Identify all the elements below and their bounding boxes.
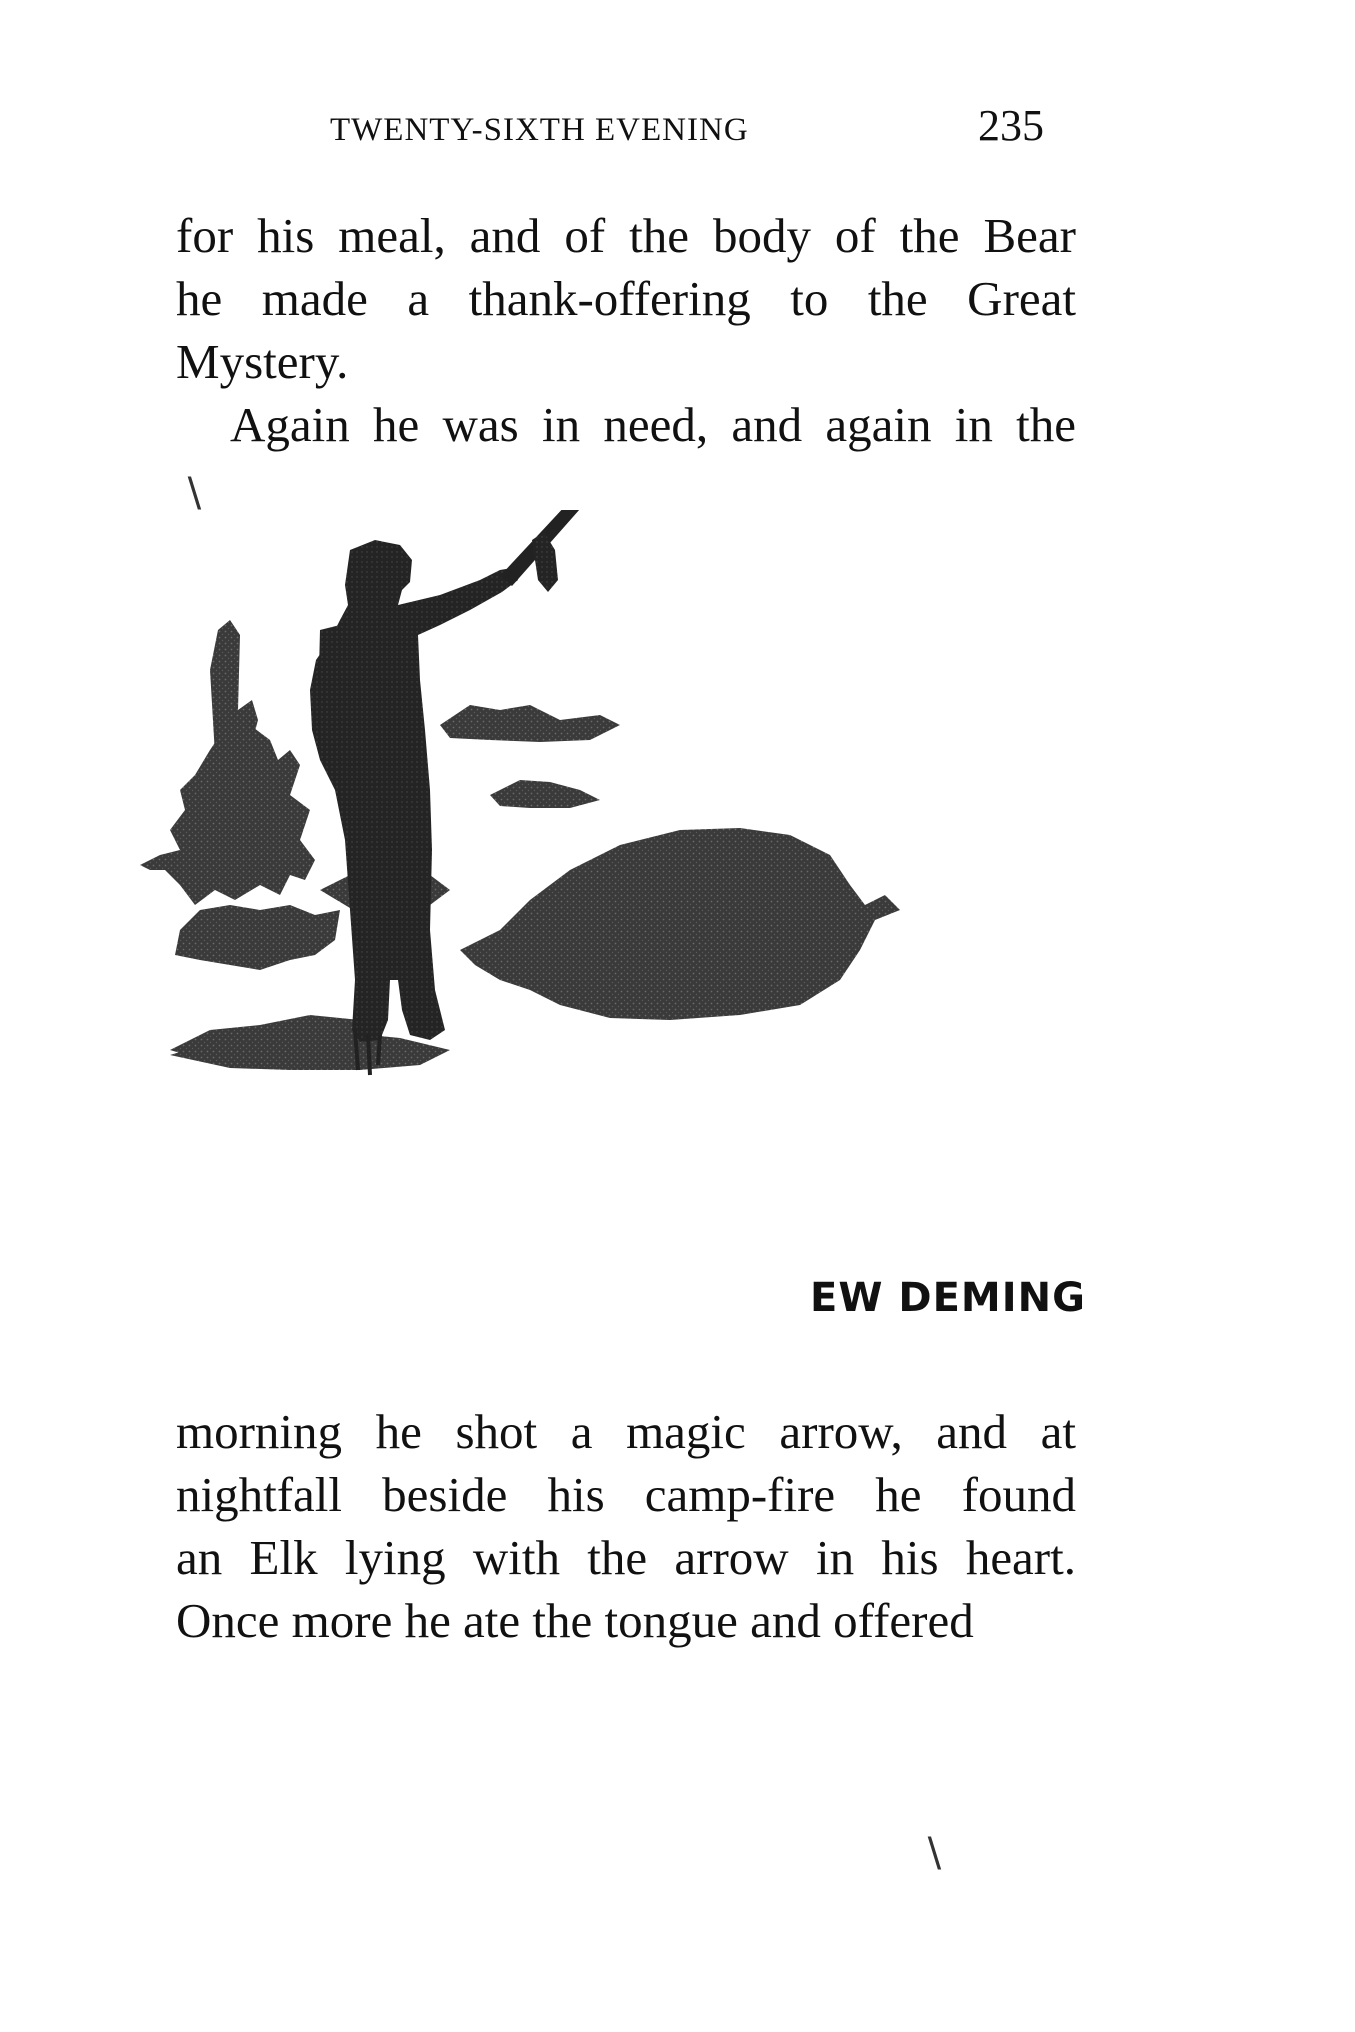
text-line: for his meal, and of the body of the Bear bbox=[176, 208, 1076, 263]
print-speck: ∖ bbox=[180, 471, 206, 516]
text-line: Mystery. bbox=[176, 334, 349, 389]
print-speck: ∖ bbox=[920, 1831, 946, 1876]
text-block-top bbox=[176, 204, 1076, 456]
artist-signature: EW DEMING bbox=[810, 1275, 1086, 1321]
illustration-hunter-with-bow bbox=[140, 510, 1120, 1340]
text-line: morning he shot a magic arrow, and at bbox=[176, 1404, 1076, 1459]
text-line: Again he was in need, and again in the bbox=[230, 397, 1076, 452]
page-number: 235 bbox=[978, 101, 1044, 150]
text-line: he made a thank-offering to the Great bbox=[176, 271, 1076, 326]
running-head: TWENTY-SIXTH EVENING bbox=[330, 112, 749, 148]
text-line: Once more he ate the tongue and offered bbox=[176, 1593, 974, 1648]
text-line: an Elk lying with the arrow in his heart. bbox=[176, 1530, 1076, 1585]
text-block-bottom bbox=[176, 1400, 1076, 1652]
text-line: nightfall beside his camp-fire he found bbox=[176, 1467, 1076, 1522]
large-rock bbox=[460, 828, 900, 1020]
